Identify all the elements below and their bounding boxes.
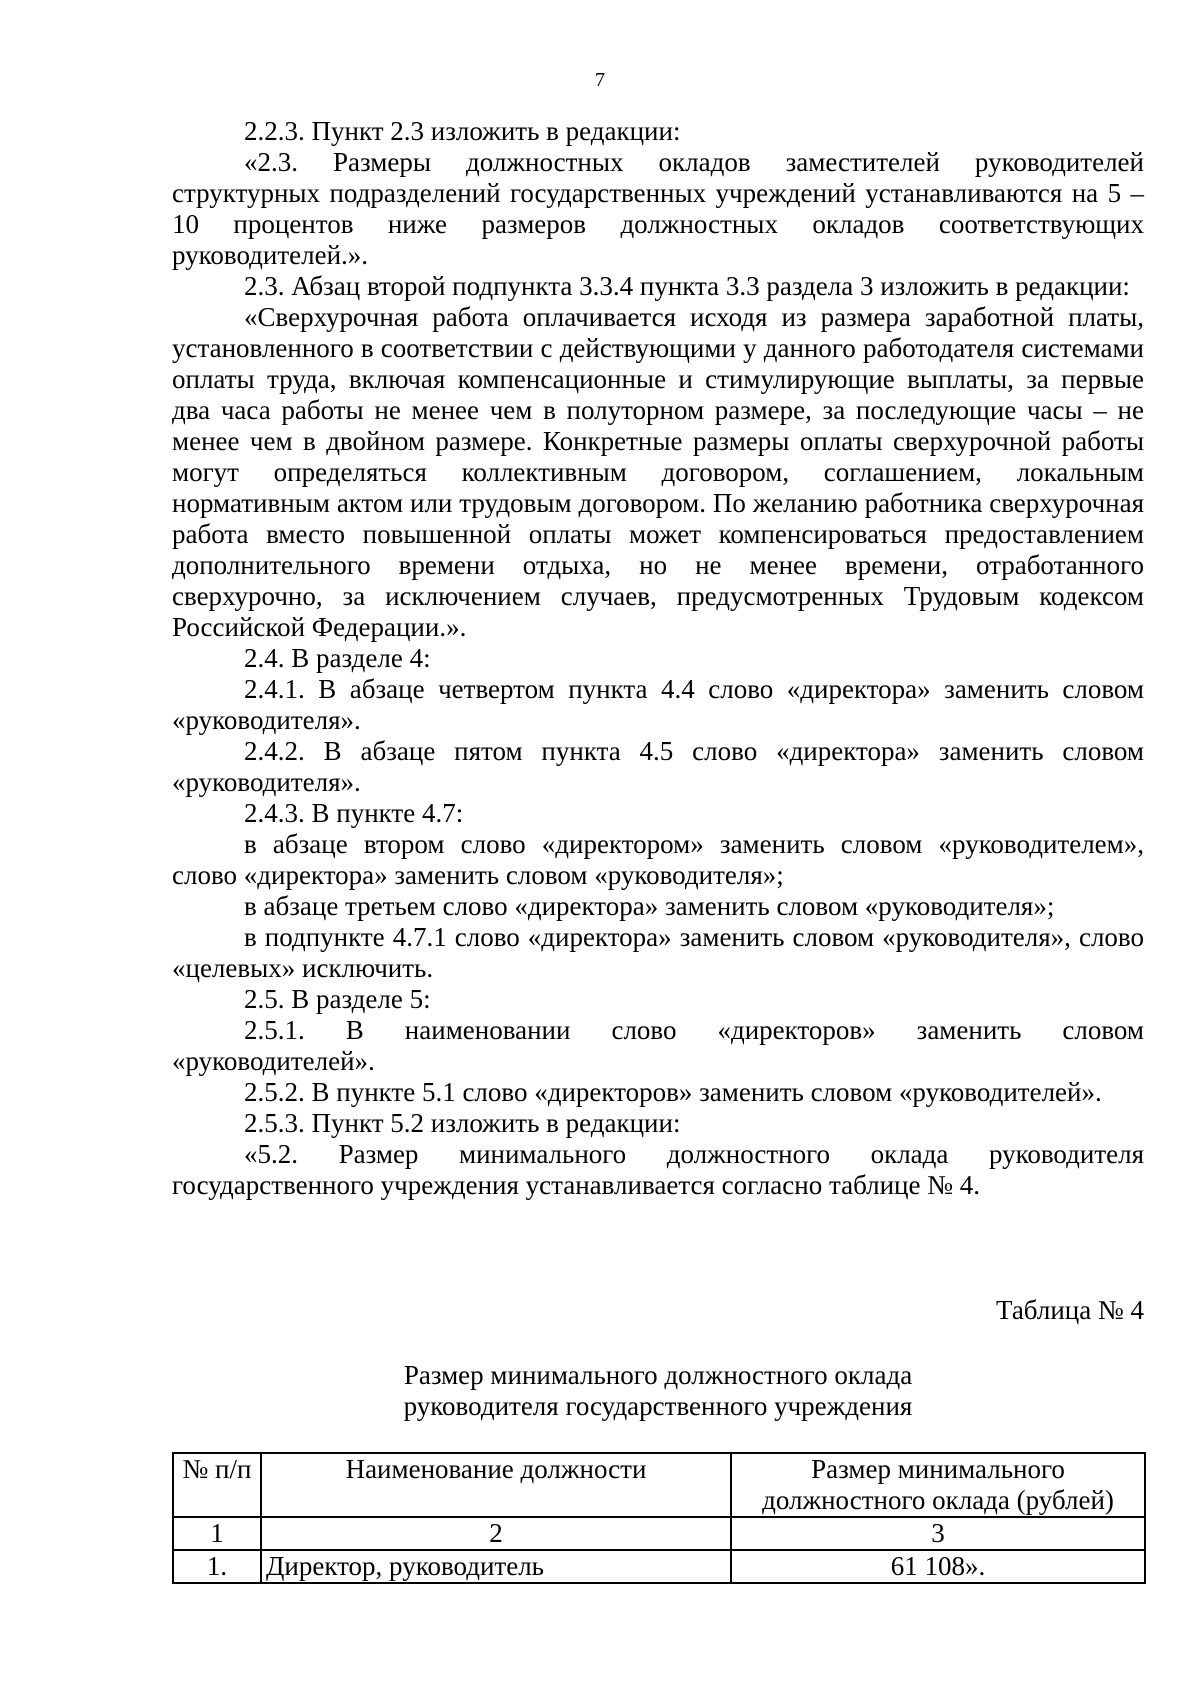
table-title [172, 1360, 1144, 1422]
header-name: Наименование должности [261, 1453, 731, 1517]
column-number: 3 [731, 1517, 1145, 1550]
paragraph: в подпункте 4.7.1 слово «директора» заменить словом «руководителя», слово «целевых» исключить. [172, 922, 1144, 983]
table-title-line: руководителя государственного учреждения [403, 1391, 913, 1421]
paragraph: «Сверхурочная работа оплачивается исходя из размера заработной платы, установленного в соответствии с действующими у данного работодателя системами оплаты труда, включая компенсационные и стимулирующие выплаты, за первые два часа работы не менее чем в полуторном размере, за последующие часы – не менее чем в двойном размере. Конкретные размеры оплаты сверхурочной работы могут определяться коллективным договором, соглашением, локальным нормативным актом или трудовым договором. По желанию работника сверхурочная работа вместо повышенной оплаты может компенсироваться предоставлением дополнительного времени отдыха, но не менее времени, отработанного сверхурочно, за исключением случаев, предусмотренных Трудовым кодексом Российской Федерации.». [172, 302, 1144, 642]
header-num: № п/п [173, 1453, 261, 1517]
paragraph: в абзаце втором слово «директором» заменить словом «руководителем», слово «директора» заменить словом «руководителя»; [172, 829, 1144, 890]
table-label: Таблица № 4 [996, 1295, 1144, 1325]
row-num: 1. [173, 1550, 261, 1583]
paragraph: 2.2.3. Пункт 2.3 изложить в редакции: [244, 116, 681, 146]
column-number: 1 [173, 1517, 261, 1550]
paragraph: «5.2. Размер минимального должностного оклада руководителя государственного учреждения устанавливается согласно таблице № 4. [172, 1139, 1144, 1200]
page-number: 7 [595, 69, 605, 91]
paragraph: 2.3. Абзац второй подпункта 3.3.4 пункта 3.3 раздела 3 изложить в редакции: [244, 271, 1130, 301]
salary-table [172, 1452, 1146, 1584]
paragraph: 2.5.1. В наименовании слово «директоров» заменить словом «руководителей». [172, 1015, 1144, 1076]
paragraph: 2.5. В разделе 5: [244, 984, 431, 1014]
header-size: Размер минимального должностного оклада (рублей) [731, 1453, 1145, 1517]
paragraph: в абзаце третьем слово «директора» заменить словом «руководителя»; [244, 891, 1055, 921]
paragraph: 2.4.2. В абзаце пятом пункта 4.5 слово «директора» заменить словом «руководителя». [172, 736, 1144, 797]
paragraph: 2.5.3. Пункт 5.2 изложить в редакции: [244, 1108, 681, 1138]
row-name: Директор, руководитель [261, 1550, 731, 1583]
paragraph: «2.3. Размеры должностных окладов заместителей руководителей структурных подразделений государственных учреждений устанавливаются на 5 – 10 процентов ниже размеров должностных окладов соответствующих руководителей.». [172, 147, 1144, 270]
paragraph: 2.4.3. В пункте 4.7: [244, 798, 464, 828]
document-body [172, 116, 1144, 1201]
row-size: 61 108». [731, 1550, 1145, 1583]
table-title-line: Размер минимального должностного оклада [403, 1360, 913, 1390]
table-column-numbers-row [173, 1517, 1145, 1550]
paragraph: 2.4. В разделе 4: [244, 643, 431, 673]
paragraph: 2.5.2. В пункте 5.1 слово «директоров» заменить словом «руководителей». [244, 1077, 1102, 1107]
table-row [173, 1550, 1145, 1583]
table-header-row [173, 1453, 1145, 1517]
column-number: 2 [261, 1517, 731, 1550]
paragraph: 2.4.1. В абзаце четвертом пункта 4.4 слово «директора» заменить словом «руководителя». [172, 674, 1144, 735]
